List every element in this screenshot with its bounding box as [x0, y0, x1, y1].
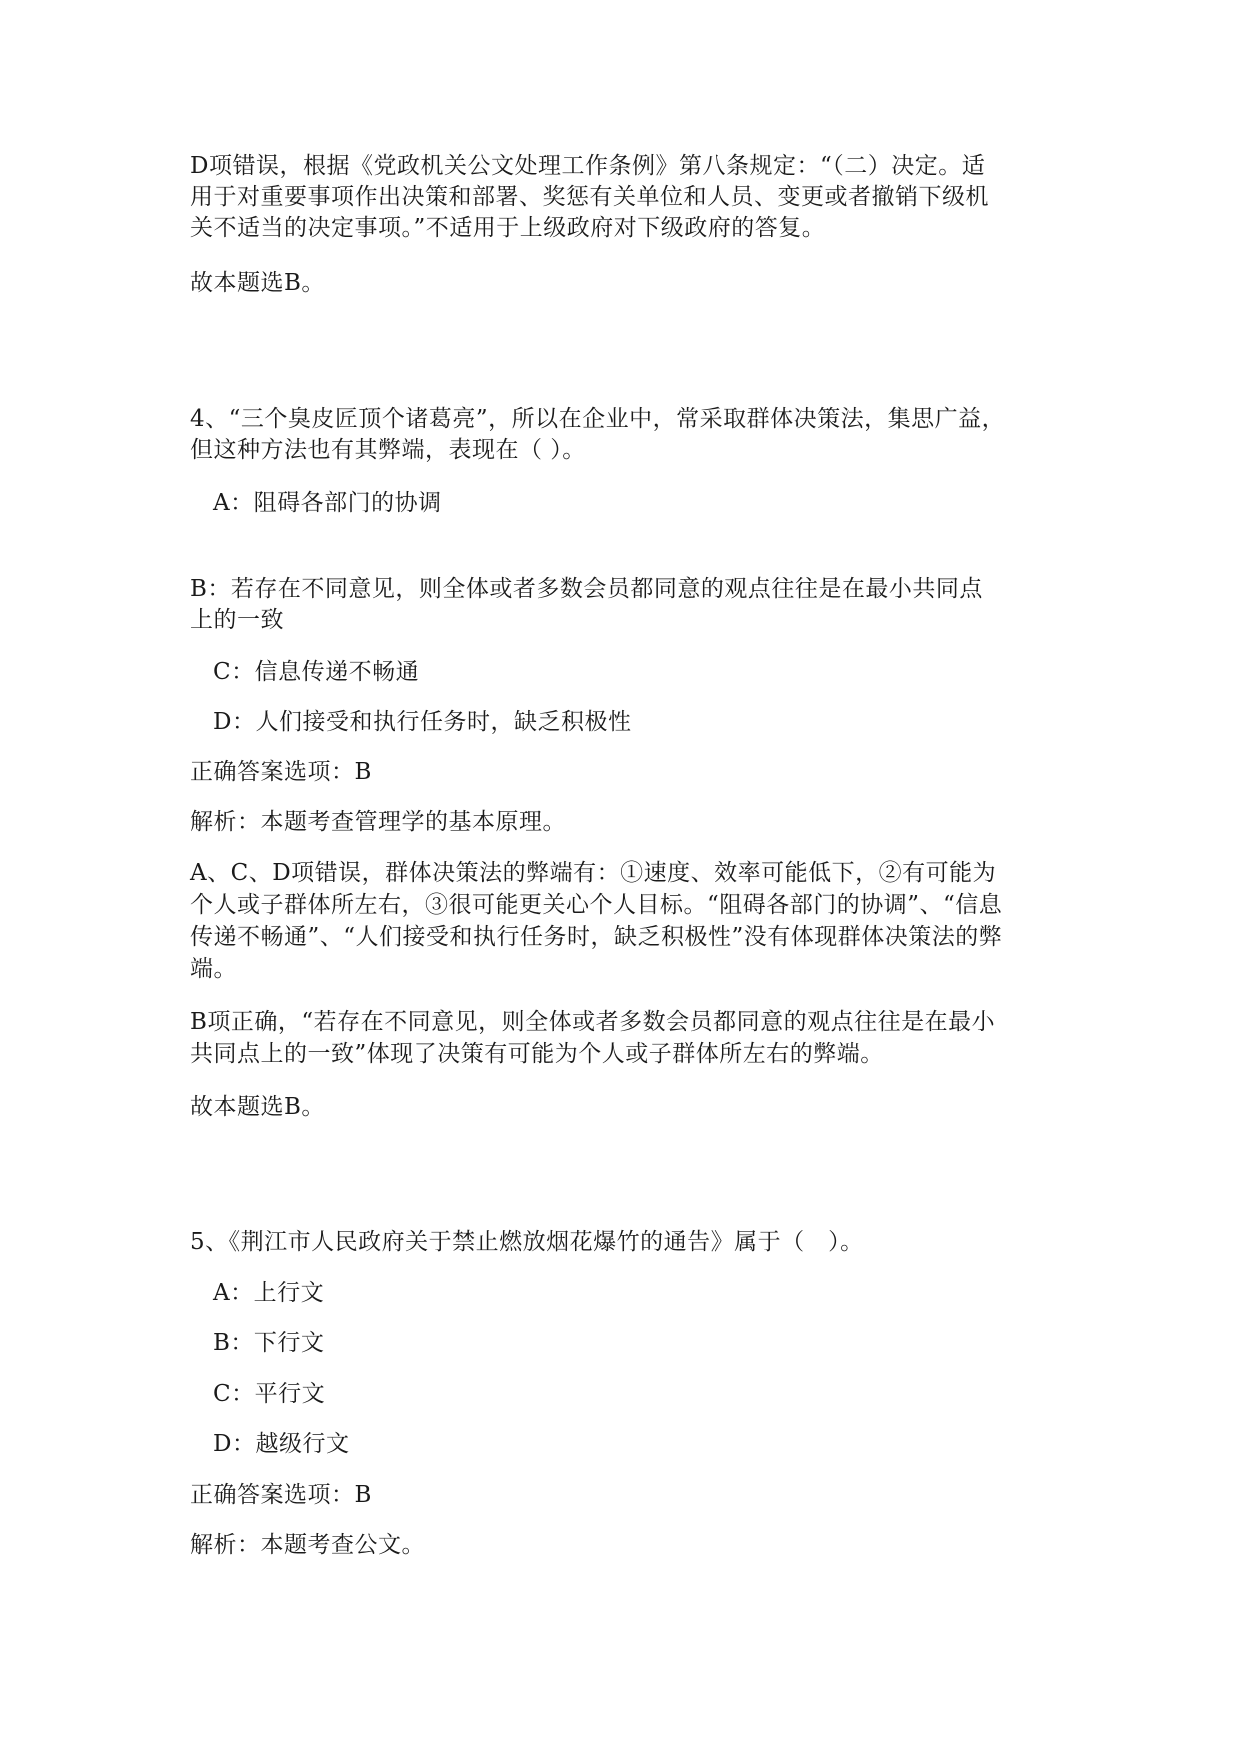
q4-option-b-line-1: B：若存在不同意见，则全体或者多数会员都同意的观点往往是在最小共同点	[190, 576, 983, 602]
q5-answer: 正确答案选项：B	[190, 1482, 372, 1508]
prev-analysis-line-2: 用于对重要事项作出决策和部署、奖惩有关单位和人员、变更或者撤销下级机	[190, 184, 989, 210]
q4-conclusion: 故本题选B。	[190, 1094, 325, 1120]
q4-para-acd-line-2: 个人或子群体所左右，③很可能更关心个人目标。“阻碍各部门的协调”、“信息	[190, 892, 1003, 918]
q5-stem: 5、《荆江市人民政府关于禁止燃放烟花爆竹的通告》属于（ ）。	[190, 1229, 864, 1255]
q4-stem-line-2: 但这种方法也有其弊端，表现在（ ）。	[190, 437, 586, 463]
q5-option-c: C：平行文	[213, 1381, 326, 1407]
q4-stem-line-1: 4、“三个臭皮匠顶个诸葛亮”，所以在企业中，常采取群体决策法，集思广益，	[190, 406, 1006, 432]
q4-option-b-line-2: 上的一致	[190, 607, 284, 633]
prev-analysis-line-3: 关不适当的决定事项。”不适用于上级政府对下级政府的答复。	[190, 215, 826, 241]
q5-option-b: B：下行文	[213, 1330, 325, 1356]
q4-analysis: 解析：本题考查管理学的基本原理。	[190, 809, 566, 835]
q4-para-b-line-1: B项正确，“若存在不同意见，则全体或者多数会员都同意的观点往往是在最小	[190, 1009, 996, 1035]
q4-answer: 正确答案选项：B	[190, 759, 372, 785]
q4-para-acd-line-4: 端。	[190, 956, 237, 982]
q4-option-c: C：信息传递不畅通	[213, 659, 420, 685]
q4-para-b-line-2: 共同点上的一致”体现了决策有可能为个人或子群体所左右的弊端。	[190, 1041, 884, 1067]
q4-para-acd-line-3: 传递不畅通”、“人们接受和执行任务时，缺乏积极性”没有体现群体决策法的弊	[190, 924, 1003, 950]
prev-conclusion: 故本题选B。	[190, 270, 325, 296]
q4-option-d: D：人们接受和执行任务时，缺乏积极性	[213, 709, 632, 735]
q4-para-acd-line-1: A、C、D项错误，群体决策法的弊端有：①速度、效率可能低下，②有可能为	[190, 860, 997, 886]
prev-analysis-line-1: D项错误，根据《党政机关公文处理工作条例》第八条规定：“（二）决定。适	[190, 153, 986, 179]
q5-analysis: 解析：本题考查公文。	[190, 1532, 425, 1558]
q5-option-a: A：上行文	[213, 1280, 325, 1306]
q5-option-d: D：越级行文	[213, 1431, 350, 1457]
q4-option-a: A：阻碍各部门的协调	[213, 490, 442, 516]
